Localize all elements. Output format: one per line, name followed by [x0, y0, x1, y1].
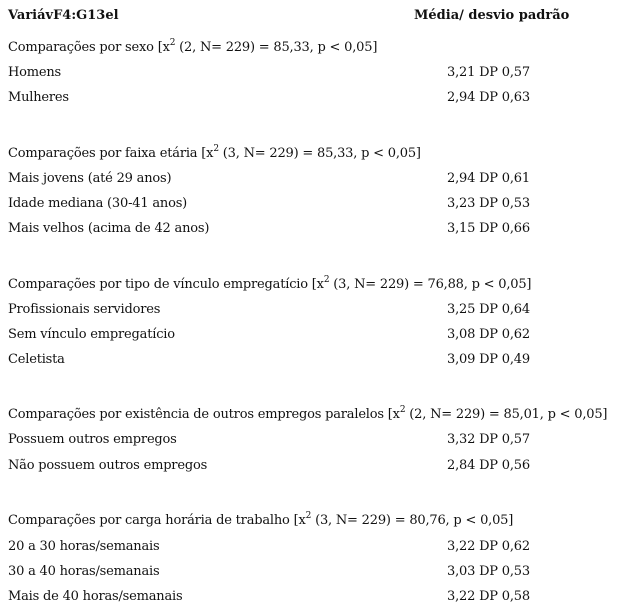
row-label: Sem vínculo empregatício	[8, 327, 175, 342]
row-label: Não possuem outros empregos	[8, 458, 208, 473]
group-title-text: Comparações por existência de outros empregos paralelos [x	[8, 407, 400, 422]
row-label: Mais velhos (acima de 42 anos)	[8, 221, 210, 236]
row-value: 3,25 DP 0,64	[447, 302, 530, 317]
row-value: 2,94 DP 0,61	[447, 171, 530, 186]
row-label: 30 a 40 horas/semanais	[8, 564, 160, 579]
row-value: 3,03 DP 0,53	[447, 564, 530, 579]
row-value: 3,08 DP 0,62	[447, 327, 530, 342]
chi-square-superscript: 2	[305, 511, 312, 521]
group-title-stats: (3, N= 229) = 80,76, p < 0,05]	[311, 513, 514, 528]
group-title-stats: (2, N= 229) = 85,33, p < 0,05]	[175, 40, 378, 55]
chi-square-superscript: 2	[213, 144, 219, 154]
row-value: 3,23 DP 0,53	[447, 196, 530, 211]
group-title-stats: (2, N= 229) = 85,01, p < 0,05]	[405, 407, 608, 422]
group-title-text: Comparações por sexo [x	[8, 40, 170, 55]
row-label: Mais jovens (até 29 anos)	[8, 171, 172, 186]
row-value: 3,22 DP 0,58	[447, 589, 530, 604]
group-title-text: Comparações por carga horária de trabalho [x	[8, 513, 306, 528]
table-header-mean-sd: Média/ desvio padrão	[414, 8, 570, 23]
group-title-outros-empregos	[8, 407, 607, 424]
row-value: 3,32 DP 0,57	[447, 432, 530, 447]
row-value: 3,09 DP 0,49	[447, 352, 530, 367]
group-title-carga-horaria	[8, 513, 513, 530]
row-label: 20 a 30 horas/semanais	[8, 539, 160, 554]
row-label: Profissionais servidores	[8, 302, 161, 317]
row-value: 3,15 DP 0,66	[447, 221, 530, 236]
row-value: 2,84 DP 0,56	[447, 458, 530, 473]
group-title-stats: (3, N= 229) = 76,88, p < 0,05]	[329, 277, 532, 292]
row-label: Possuem outros empregos	[8, 432, 177, 447]
row-label: Celetista	[8, 352, 65, 367]
row-value: 2,94 DP 0,63	[447, 90, 530, 105]
group-title-vinculo	[8, 277, 531, 294]
group-title-text: Comparações por faixa etária [x	[8, 146, 214, 161]
group-title-sexo	[8, 40, 377, 57]
chi-square-superscript: 2	[323, 275, 330, 285]
group-title-text: Comparações por tipo de vínculo empregatício [x	[8, 277, 324, 292]
row-label: Homens	[8, 65, 62, 80]
row-label: Mulheres	[8, 90, 69, 105]
chi-square-superscript: 2	[399, 405, 406, 415]
row-value: 3,21 DP 0,57	[447, 65, 530, 80]
table-header-variable: VariávF4:G13el	[8, 8, 119, 23]
group-title-stats: (3, N= 229) = 85,33, p < 0,05]	[218, 146, 421, 161]
chi-square-superscript: 2	[169, 38, 176, 48]
row-label: Idade mediana (30-41 anos)	[8, 196, 188, 211]
group-title-faixa-etaria	[8, 146, 421, 163]
row-label: Mais de 40 horas/semanais	[8, 589, 183, 604]
row-value: 3,22 DP 0,62	[447, 539, 530, 554]
